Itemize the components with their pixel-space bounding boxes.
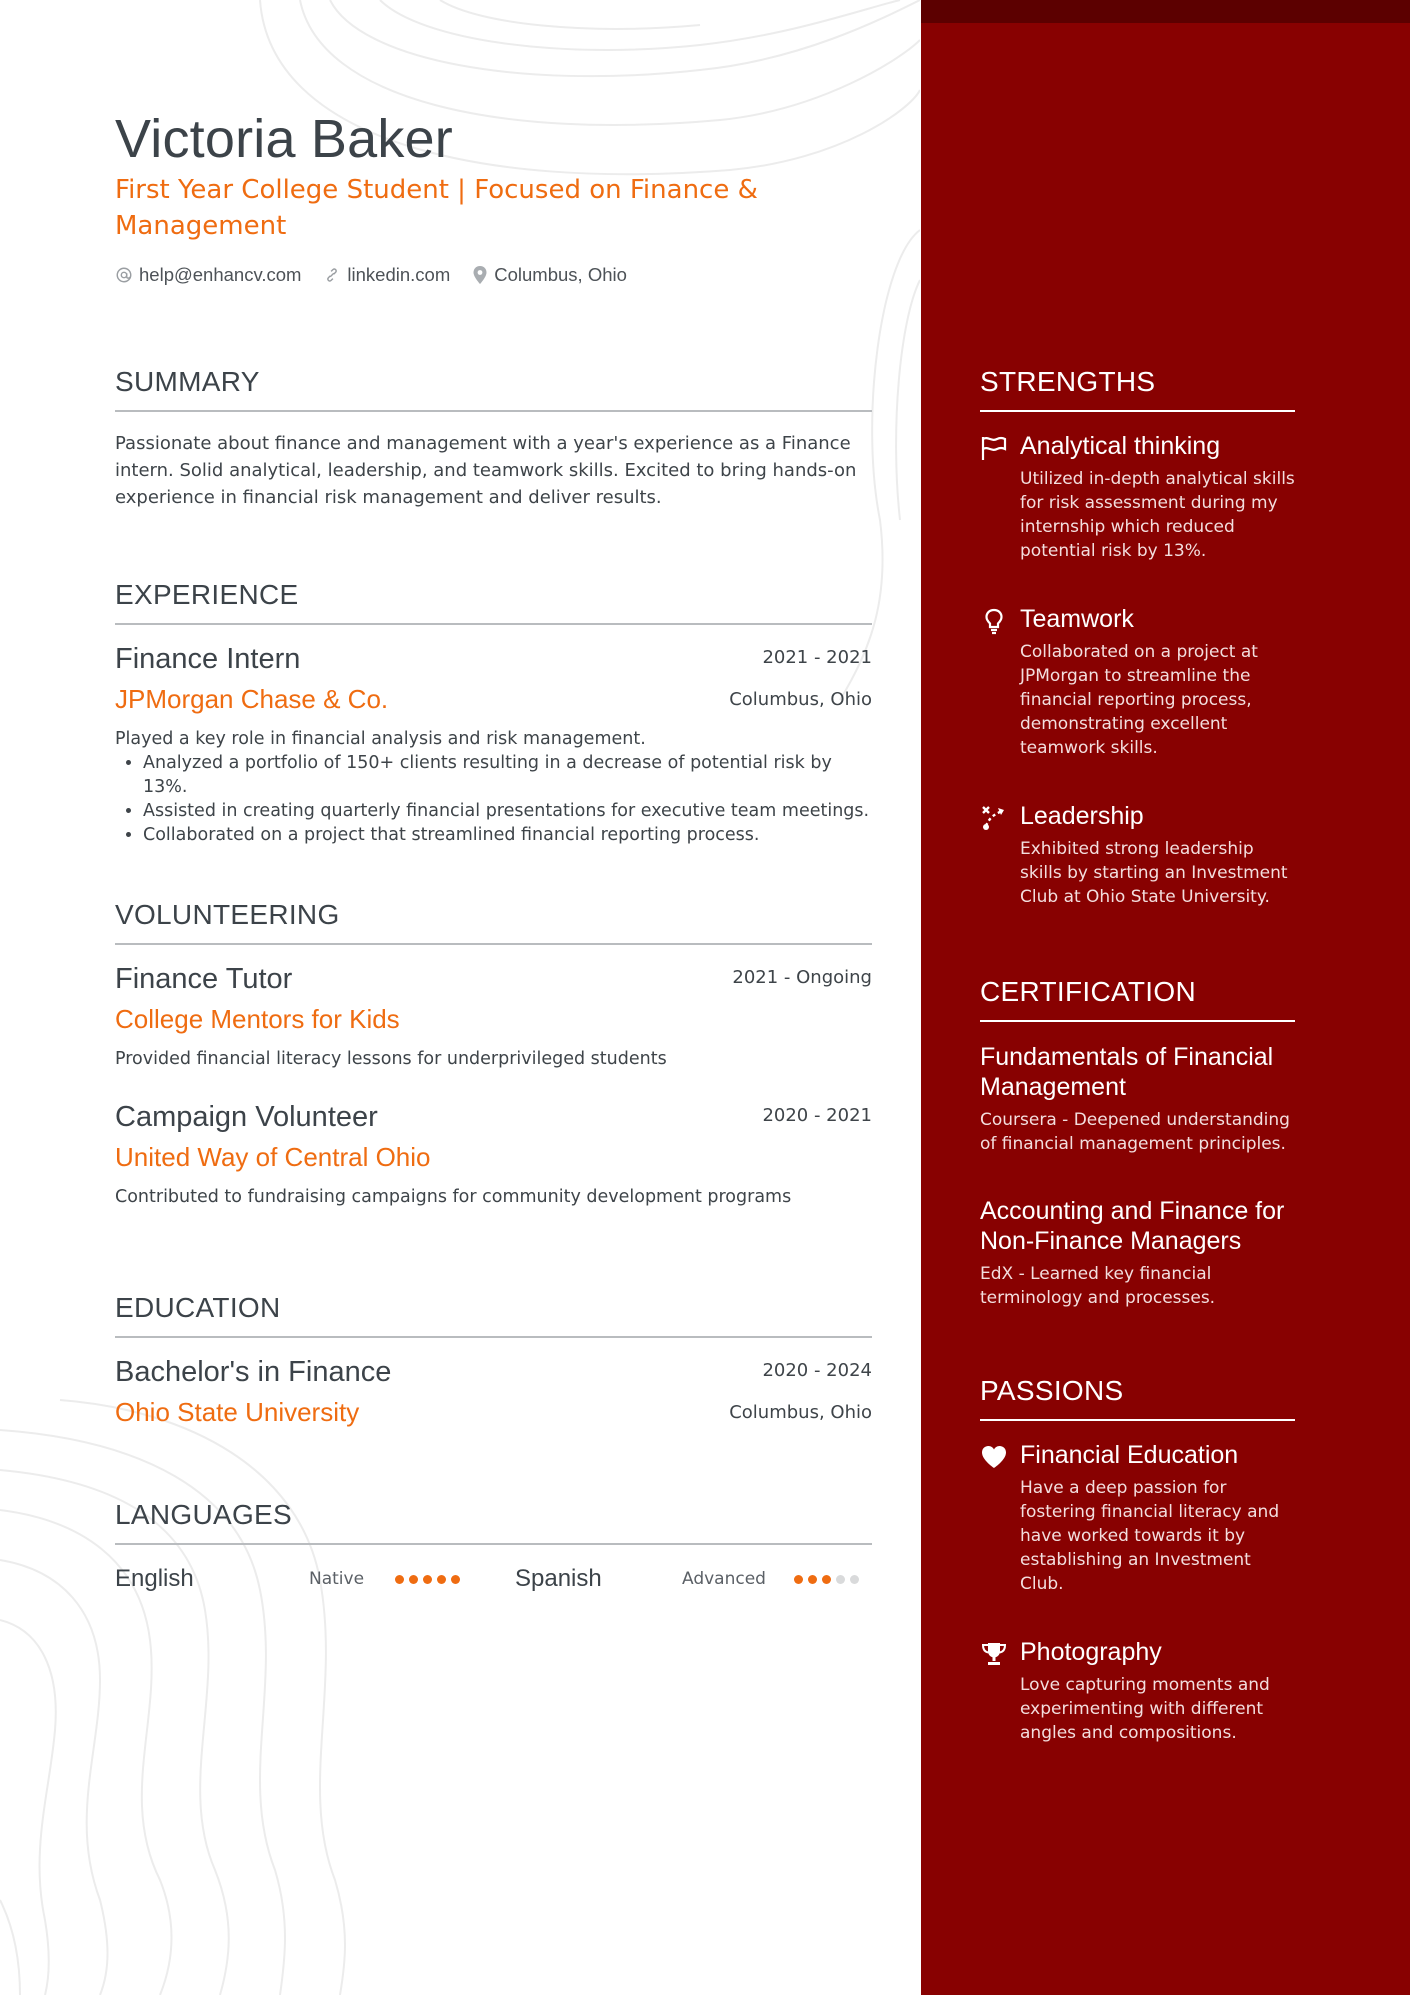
certification-heading: CERTIFICATION [980,976,1295,1022]
achievement-item: • Assisted in creating quarterly financial presentations for executive team meetings. [143,799,872,823]
language-rating [395,1575,460,1584]
rating-dot-filled [822,1575,831,1584]
company-name: JPMorgan Chase & Co. [115,684,389,714]
experience-entry [115,643,872,847]
volunteer-description: Provided financial literacy lessons for underprivileged students [115,1049,667,1069]
language-item [115,1565,515,1593]
certification-title: Accounting and Finance for Non-Finance Managers [980,1197,1285,1255]
strategy-icon [980,804,1008,832]
summary-heading: SUMMARY [115,366,872,412]
strength-description: Exhibited strong leadership skills by starting an Investment Club at Ohio State University. [1020,839,1288,907]
rating-dot-filled [808,1575,817,1584]
rating-dot-filled [395,1575,404,1584]
strength-description: Collaborated on a project at JPMorgan to streamline the financial reporting process, demonstrating excellent teamwork skills. [1020,642,1258,758]
flag-icon [980,434,1008,462]
passion-description: Have a deep passion for fostering financial literacy and have worked towards it by establishing an Investment Club. [1020,1478,1280,1594]
education-entry [115,1356,872,1428]
volunteering-entry [115,963,872,1071]
strengths-section [980,366,1295,909]
volunteer-org: United Way of Central Ohio [115,1142,431,1172]
strengths-heading: STRENGTHS [980,366,1295,412]
rating-dot-filled [423,1575,432,1584]
summary-section [115,366,872,511]
lightbulb-icon [980,607,1008,635]
rating-dot-empty [836,1575,845,1584]
rating-dot-filled [794,1575,803,1584]
rating-dot-empty [850,1575,859,1584]
volunteering-entry [115,1101,872,1209]
volunteer-description: Contributed to fundraising campaigns for community development programs [115,1187,792,1207]
volunteer-role: Finance Tutor [115,963,293,995]
certification-description: EdX - Learned key financial terminology and processes. [980,1264,1216,1308]
education-location: Columbus, Ohio [729,1402,872,1423]
education-heading: EDUCATION [115,1292,872,1338]
passion-description: Love capturing moments and experimenting with different angles and compositions. [1020,1675,1270,1743]
volunteer-dates: 2021 - Ongoing [732,967,872,988]
school-name: Ohio State University [115,1397,360,1427]
location-text: Columbus, Ohio [494,264,627,285]
passion-item [980,1638,1295,1745]
certification-description: Coursera - Deepened understanding of financial management principles. [980,1110,1290,1154]
language-name: Spanish [515,1565,602,1592]
strength-title: Analytical thinking [1020,432,1221,460]
language-item [515,1565,872,1593]
volunteer-org: College Mentors for Kids [115,1004,400,1034]
languages-section [115,1499,872,1595]
certification-section [980,976,1295,1310]
achievement-item: • Collaborated on a project that streamlined financial reporting process. [143,823,872,847]
candidate-name: Victoria Baker [115,109,453,169]
strength-item [980,605,1295,760]
education-section [115,1292,872,1428]
email-text: help@enhancv.com [139,264,302,285]
sidebar-top-band [921,0,1410,23]
strength-title: Leadership [1020,802,1144,830]
passion-item [980,1441,1295,1596]
experience-heading: EXPERIENCE [115,579,872,625]
candidate-title: First Year College Student | Focused on Finance & Management [115,175,758,241]
certification-item [980,1196,1295,1310]
job-achievements [143,751,872,847]
email-contact[interactable] [115,264,301,286]
strength-item [980,802,1295,909]
language-list [115,1563,872,1595]
sidebar [921,0,1410,1995]
job-description: Played a key role in financial analysis and risk management. [115,729,646,749]
linkedin-contact[interactable] [323,264,450,286]
link-icon [323,266,341,284]
linkedin-text: linkedin.com [347,264,451,285]
job-location: Columbus, Ohio [729,689,872,710]
certification-item [980,1042,1295,1156]
passions-heading: PASSIONS [980,1375,1295,1421]
language-rating [794,1575,859,1584]
volunteering-section [115,899,872,1209]
languages-heading: LANGUAGES [115,1499,872,1545]
passion-title: Financial Education [1020,1441,1239,1469]
experience-section [115,579,872,847]
certification-title: Fundamentals of Financial Management [980,1043,1274,1101]
volunteer-role: Campaign Volunteer [115,1101,378,1133]
achievement-item: • Analyzed a portfolio of 150+ clients resulting in a decrease of potential risk by 13%. [143,751,872,799]
heart-icon [980,1443,1008,1471]
job-title: Finance Intern [115,643,301,675]
language-name: English [115,1565,194,1592]
strength-title: Teamwork [1020,605,1134,633]
passions-section [980,1375,1295,1745]
rating-dot-filled [437,1575,446,1584]
volunteering-heading: VOLUNTEERING [115,899,872,945]
rating-dot-filled [451,1575,460,1584]
education-dates: 2020 - 2024 [762,1360,872,1381]
passion-title: Photography [1020,1638,1162,1666]
strength-item [980,432,1295,563]
trophy-icon [980,1640,1008,1668]
volunteer-dates: 2020 - 2021 [762,1105,872,1126]
strength-description: Utilized in-depth analytical skills for risk assessment during my internship which reduced potential risk by 13%. [1020,469,1295,561]
language-level: Native [309,1569,365,1589]
degree-name: Bachelor's in Finance [115,1356,392,1388]
location-pin-icon [472,265,488,285]
job-dates: 2021 - 2021 [762,647,872,668]
summary-text: Passionate about finance and management with a year's experience as a Finance intern. Solid analytical, leadership, and teamwork skills. Excited to bring hands-on experience in financial risk management and deliver results. [115,433,857,508]
contact-info [115,264,627,286]
at-icon [115,266,133,284]
rating-dot-filled [409,1575,418,1584]
location-contact [472,264,627,286]
language-level: Advanced [682,1569,766,1589]
